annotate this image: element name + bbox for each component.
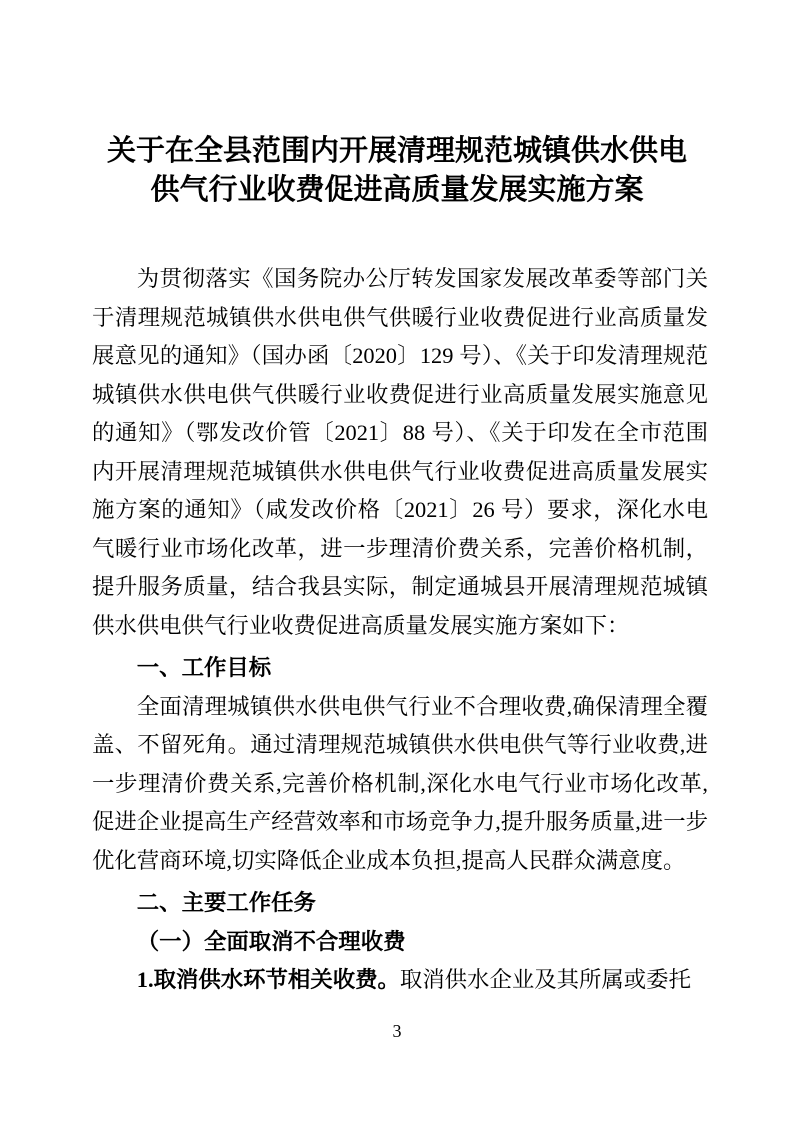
document-body (92, 260, 708, 1000)
section-1-heading: 一、工作目标 (136, 655, 272, 680)
document-title-line-2: 供气行业收费促进高质量发展实施方案 (150, 174, 644, 206)
item-1-paragraph (92, 961, 708, 1000)
document-title (0, 132, 794, 210)
page-number: 3 (392, 1021, 402, 1041)
document-title-line-1: 关于在全县范围内开展清理规范城镇供水供电 (106, 135, 687, 167)
intro-paragraph: 为贯彻落实《国务院办公厅转发国家发展改革委等部门关于清理规范城镇供水供电供气供暖行业收费促进行业高质量发展意见的通知》（国办函〔2020〕129 号）、《关于印发清理规范城镇供水供电供气供暖行业收费促进行业高质量发展实施意见的通知》（鄂发改价管〔2021〕88 号）、《关于印发在全市范围内开展清理规范城镇供水供电供气行业收费促进高质量发展实施方案的通知》（咸发改价格〔2021〕26 号）要求，深化水电气暖行业市场化改革，进一步理清价费关系，完善价格机制，提升服务质量，结合我县实际，制定通城县开展清理规范城镇供水供电供气行业收费促进高质量发展实施方案如下： (92, 266, 708, 638)
section-2-subheading-1: （一）全面取消不合理收费 (136, 928, 406, 954)
section-2-heading: 二、主要工作任务 (136, 890, 316, 915)
item-1-text: 取消供水企业及其所属或委托 (399, 967, 691, 992)
section-1-paragraph: 全面清理城镇供水供电供气行业不合理收费,确保清理全覆盖、不留死角。通过清理规范城镇供水供电供气等行业收费,进一步理清价费关系,完善价格机制,深化水电气行业市场化改革,促进企业提高生产经营效率和市场竞争力,提升服务质量,进一步优化营商环境,切实降低企业成本负担,提高人民群众满意度。 (92, 693, 708, 873)
item-1-lead: 1.取消供水环节相关收费。 (136, 967, 400, 992)
